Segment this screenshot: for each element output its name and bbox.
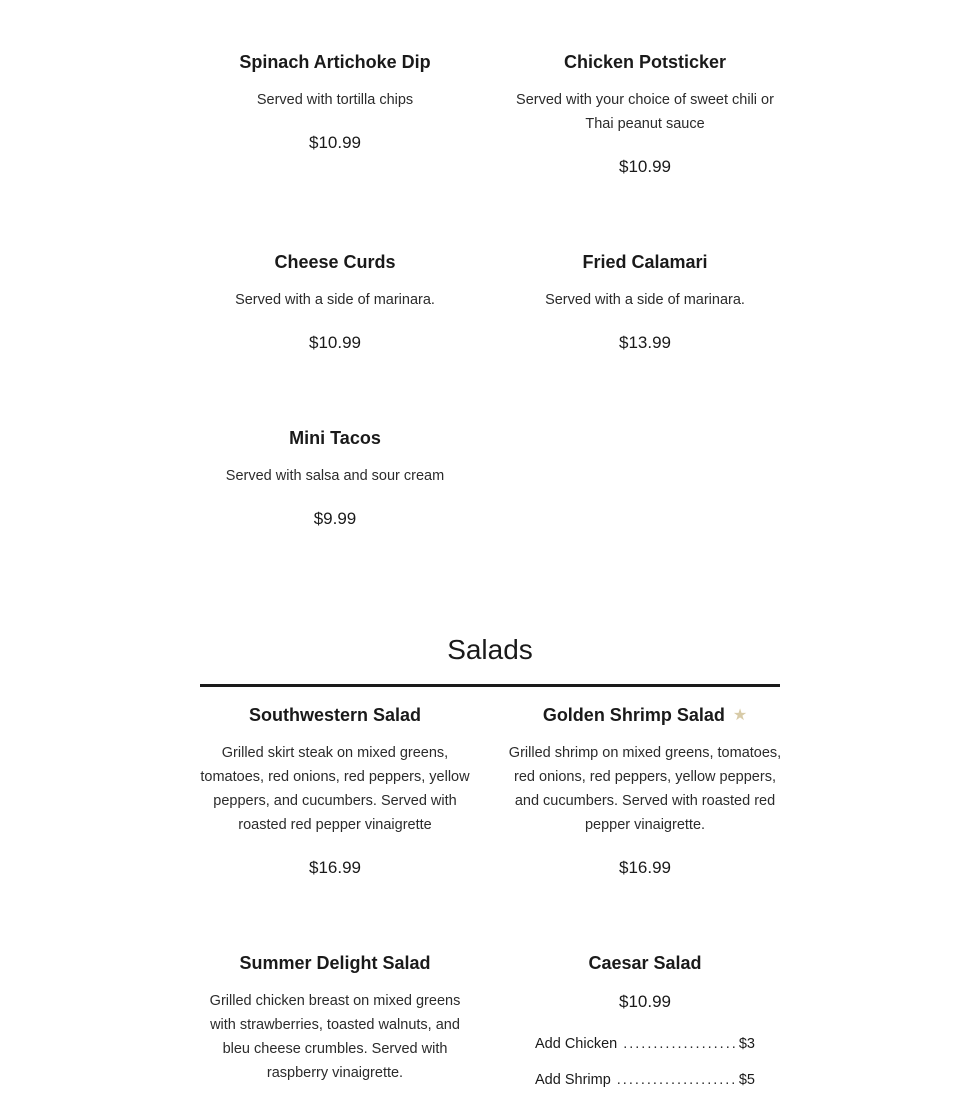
item-title: Cheese Curds <box>274 252 396 272</box>
item-description: Grilled chicken breast on mixed greens with strawberries, toasted walnuts, and bleu cheese crumbles. Served with raspberry vinaigrette. <box>209 993 461 1081</box>
item-price: $10.99 <box>619 992 671 1011</box>
item-title: Caesar Salad <box>588 953 702 973</box>
menu-item-mini-tacos <box>195 426 475 531</box>
star-icon: ★ <box>732 707 748 724</box>
item-title: Fried Calamari <box>582 252 708 272</box>
addon-price: $5 <box>738 1072 755 1088</box>
item-title: Southwestern Salad <box>248 705 422 725</box>
addon-row-chicken <box>535 1032 755 1068</box>
addon-leader-dots <box>623 1032 735 1056</box>
addon-list <box>505 1032 785 1104</box>
section-title-salads: Salads <box>447 634 533 665</box>
item-price: $13.99 <box>619 333 671 352</box>
item-price: $16.99 <box>619 858 671 877</box>
item-description: Served with tortilla chips <box>256 92 414 108</box>
item-title: Summer Delight Salad <box>239 953 431 973</box>
addon-name: Add Chicken <box>535 1036 618 1052</box>
item-title: Mini Tacos <box>289 428 381 448</box>
item-title: Chicken Potsticker <box>563 52 727 72</box>
menu-item-golden-shrimp-salad <box>505 703 785 880</box>
item-price: $10.99 <box>309 333 361 352</box>
item-description: Served with a side of marinara. <box>235 292 435 308</box>
section-divider <box>200 684 780 687</box>
item-title: Spinach Artichoke Dip <box>239 52 431 72</box>
menu-item-summer-delight-salad <box>195 951 475 1085</box>
item-description: Grilled skirt steak on mixed greens, tomatoes, red onions, red peppers, yellow peppers, and cucumbers. Served with roasted red pepper vinaigrette <box>200 745 470 833</box>
addon-row-shrimp <box>535 1068 755 1104</box>
item-title-row <box>505 703 785 727</box>
item-title: Golden Shrimp Salad <box>542 705 725 725</box>
addon-name: Add Shrimp <box>535 1072 611 1088</box>
menu-item-fried-calamari <box>505 250 785 355</box>
item-price: $10.99 <box>309 133 361 152</box>
addon-price: $3 <box>738 1036 755 1052</box>
item-description: Served with your choice of sweet chili or Thai peanut sauce <box>516 92 774 132</box>
menu-item-spinach-artichoke-dip <box>195 50 475 155</box>
menu-item-caesar-salad <box>505 951 785 1104</box>
item-description: Served with salsa and sour cream <box>225 468 445 484</box>
item-description: Grilled shrimp on mixed greens, tomatoes, red onions, red peppers, yellow peppers, and cucumbers. Served with roasted red pepper vinaigrette. <box>508 745 782 833</box>
addon-leader-dots <box>617 1068 735 1092</box>
item-price: $16.99 <box>309 858 361 877</box>
item-description: Served with a side of marinara. <box>545 292 745 308</box>
item-price: $10.99 <box>619 157 671 176</box>
item-price: $9.99 <box>313 509 357 528</box>
menu-item-southwestern-salad <box>195 703 475 880</box>
menu-item-chicken-potsticker <box>505 50 785 179</box>
menu-item-cheese-curds <box>195 250 475 355</box>
